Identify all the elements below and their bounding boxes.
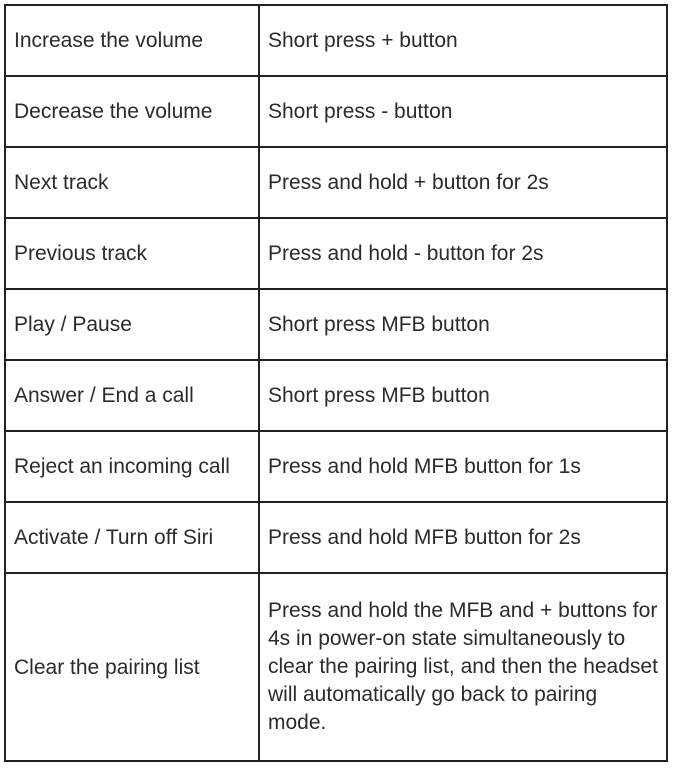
action-cell: Answer / End a call [5,360,259,431]
table-row [5,289,667,360]
method-cell: Short press MFB button [259,360,667,431]
method-cell: Press and hold - button for 2s [259,218,667,289]
table-row [5,360,667,431]
table-row [5,218,667,289]
button-functions-table [4,4,668,762]
method-cell: Short press - button [259,76,667,147]
action-cell: Activate / Turn off Siri [5,502,259,573]
table-row [5,431,667,502]
method-cell: Short press MFB button [259,289,667,360]
table-row [5,147,667,218]
action-cell: Reject an incoming call [5,431,259,502]
method-cell: Press and hold MFB button for 1s [259,431,667,502]
table-row [5,76,667,147]
method-cell: Press and hold MFB button for 2s [259,502,667,573]
action-cell: Clear the pairing list [5,573,259,761]
action-cell: Play / Pause [5,289,259,360]
method-cell: Short press + button [259,5,667,76]
method-cell: Press and hold the MFB and + buttons for 4s in power-on state simultaneously to clear the pairing list, and then the headset will automatically go back to pairing mode. [259,573,667,761]
action-cell: Next track [5,147,259,218]
action-cell: Previous track [5,218,259,289]
table-row [5,5,667,76]
method-cell: Press and hold + button for 2s [259,147,667,218]
action-cell: Increase the volume [5,5,259,76]
table-row [5,502,667,573]
table-row [5,573,667,761]
action-cell: Decrease the volume [5,76,259,147]
